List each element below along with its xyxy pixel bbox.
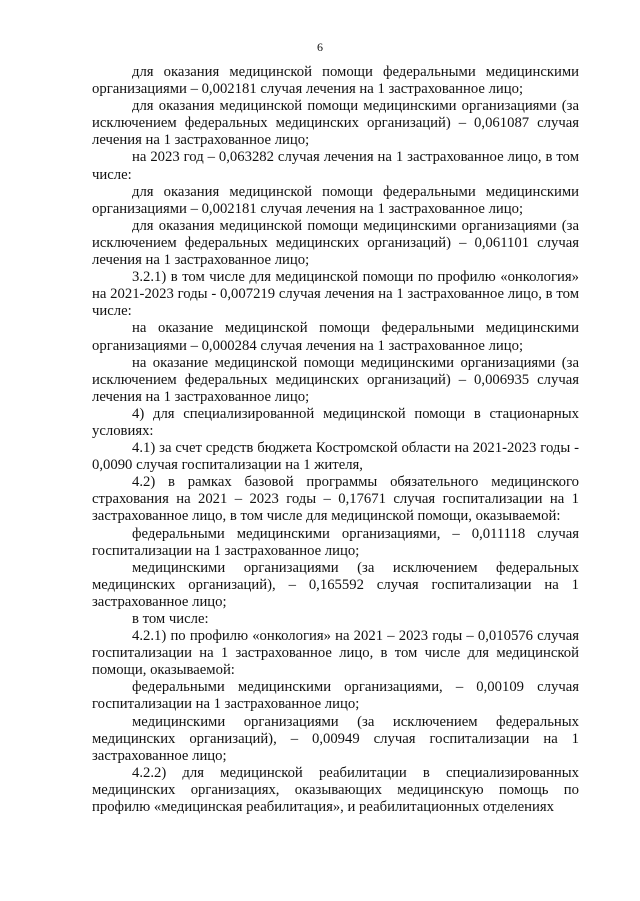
paragraph: 4) для специализированной медицинской помощи в стационарных условиях: <box>92 405 579 439</box>
paragraph: медицинскими организациями (за исключением федеральных медицинских организаций), – 0,00949 случая госпитализации на 1 застрахованное лицо; <box>92 713 579 764</box>
paragraph: для оказания медицинской помощи медицинскими организациями (за исключением федеральных медицинских организаций) – 0,061087 случая лечения на 1 застрахованное лицо; <box>92 98 579 149</box>
paragraph: на оказание медицинской помощи медицинскими организациями (за исключением федеральных медицинских организаций) – 0,006935 случая лечения на 1 застрахованное лицо; <box>92 354 579 405</box>
paragraph: 4.2.2) для медицинской реабилитации в специализированных медицинских организациях, оказывающих медицинскую помощь по профилю «медицинская реабилитация», и реабилитационных отделениях <box>92 764 579 816</box>
paragraph: 4.2.1) по профилю «онкология» на 2021 – 2023 годы – 0,010576 случая госпитализации на 1 застрахованное лицо, в том числе для медицинской помощи, оказываемой: <box>92 628 579 679</box>
paragraph: для оказания медицинской помощи медицинскими организациями (за исключением федеральных медицинских организаций) – 0,061101 случая лечения на 1 застрахованное лицо; <box>92 217 579 269</box>
paragraph: для оказания медицинской помощи федеральными медицинскими организациями – 0,002181 случая лечения на 1 застрахованное лицо; <box>92 64 579 98</box>
page-number: 6 <box>317 40 323 54</box>
paragraph: 4.1) за счет средств бюджета Костромской области на 2021-2023 годы - 0,0090 случая госпитализации на 1 жителя, <box>92 440 579 474</box>
document-body <box>92 64 579 816</box>
paragraph: федеральными медицинскими организациями, – 0,011118 случая госпитализации на 1 застрахованное лицо; <box>92 525 579 559</box>
paragraph: на оказание медицинской помощи федеральными медицинскими организациями – 0,000284 случая лечения на 1 застрахованное лицо; <box>92 320 579 354</box>
paragraph: медицинскими организациями (за исключением федеральных медицинских организаций), – 0,165592 случая госпитализации на 1 застрахованное лицо; <box>92 559 579 610</box>
paragraph: 4.2) в рамках базовой программы обязательного медицинского страхования на 2021 – 2023 годы – 0,17671 случая госпитализации на 1 застрахованное лицо, в том числе для медицинской помощи, оказываемой: <box>92 474 579 525</box>
paragraph: федеральными медицинскими организациями, – 0,00109 случая госпитализации на 1 застрахованное лицо; <box>92 679 579 713</box>
paragraph: на 2023 год – 0,063282 случая лечения на 1 застрахованное лицо, в том числе: <box>92 149 579 183</box>
paragraph: в том числе: <box>132 611 209 627</box>
paragraph: для оказания медицинской помощи федеральными медицинскими организациями – 0,002181 случая лечения на 1 застрахованное лицо; <box>92 183 579 217</box>
paragraph: 3.2.1) в том числе для медицинской помощи по профилю «онкология» на 2021-2023 годы - 0,007219 случая лечения на 1 застрахованное лицо, в том числе: <box>92 269 579 320</box>
